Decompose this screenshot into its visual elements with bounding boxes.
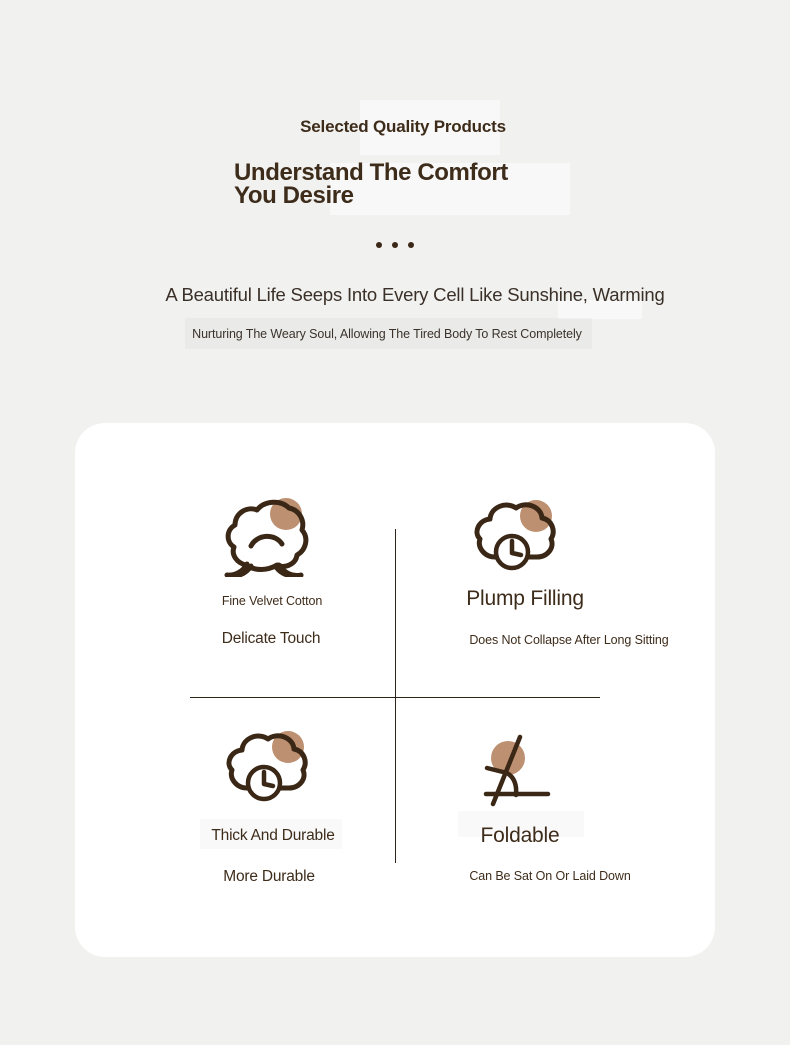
page-title-line2: You Desire	[234, 181, 354, 209]
feature-title: Fine Velvet Cotton	[221, 594, 323, 608]
tagline: A Beautiful Life Seeps Into Every Cell Like Sunshine, Warming	[165, 284, 665, 305]
feature-subtitle: More Durable	[223, 868, 315, 885]
dot-icon	[392, 242, 398, 248]
feature-title: Plump Filling	[466, 587, 584, 610]
section-eyebrow: Selected Quality Products	[300, 117, 506, 136]
cloud-clock-icon	[472, 497, 562, 577]
feature-title: Thick And Durable	[211, 827, 335, 844]
cloud-clock-icon	[224, 728, 314, 808]
divider-vertical	[395, 529, 396, 863]
feature-subtitle: Delicate Touch	[221, 630, 321, 647]
sub-tagline: Nurturing The Weary Soul, Allowing The Tired Body To Rest Completely	[192, 327, 582, 341]
feature-title: Foldable	[480, 824, 560, 847]
divider-horizontal	[190, 697, 600, 698]
page-title-line1: Understand The Comfort	[234, 159, 508, 186]
dots-separator	[0, 236, 790, 254]
feature-subtitle: Can Be Sat On Or Laid Down	[469, 869, 631, 883]
dot-icon	[376, 242, 382, 248]
cotton-boll-icon	[223, 497, 313, 577]
page-title	[234, 159, 508, 209]
features-card	[75, 423, 715, 957]
feature-subtitle: Does Not Collapse After Long Sitting	[469, 633, 669, 647]
dot-icon	[408, 242, 414, 248]
folding-chair-icon	[470, 728, 560, 808]
